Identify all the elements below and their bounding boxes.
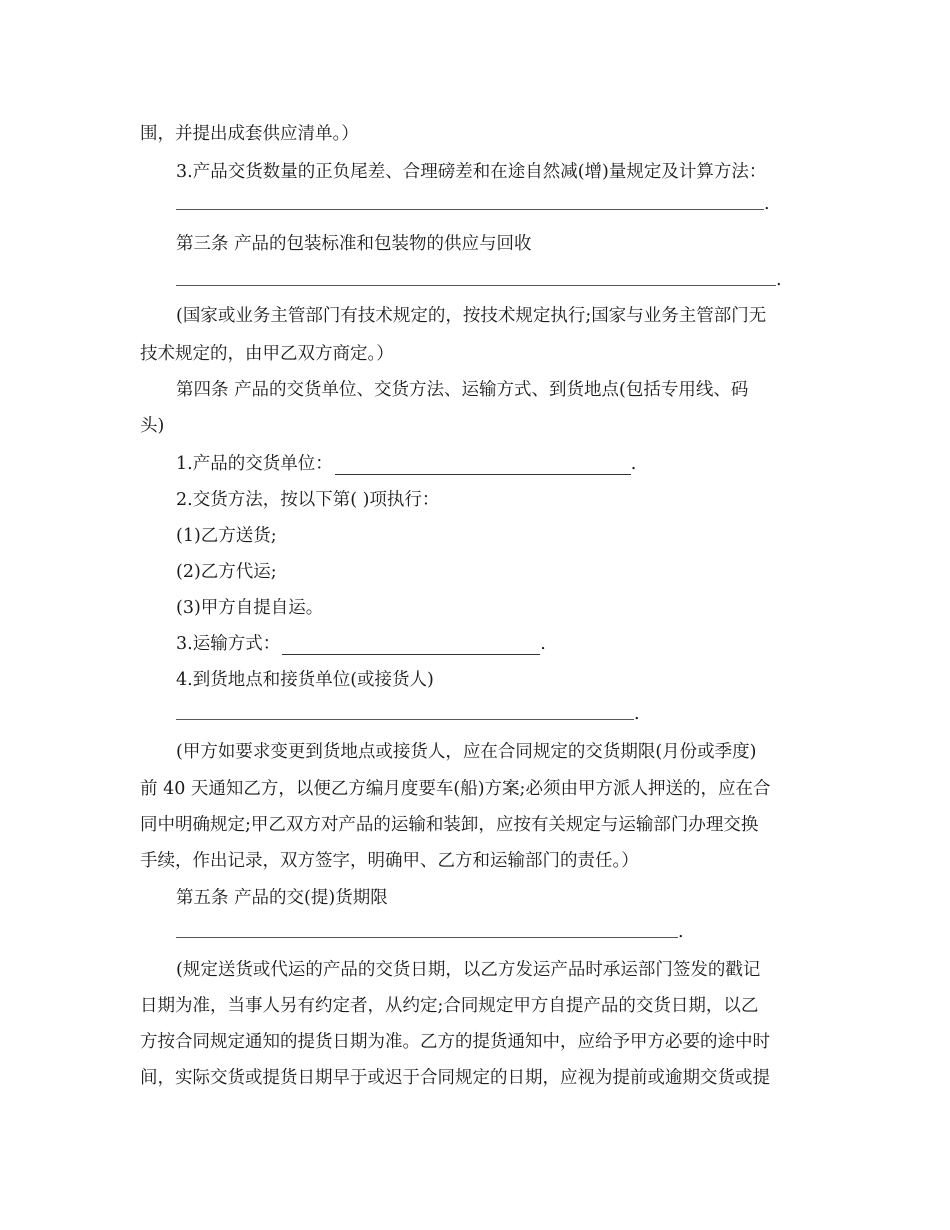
text-line: 围，并提出成套供应清单。） — [140, 124, 359, 144]
text-line: (国家或业务主管部门有技术规定的，按技术规定执行;国家与业务主管部门无 — [176, 306, 767, 326]
text-line: 4.到货地点和接货单位(或接货人) — [176, 670, 434, 690]
blank-end-period: . — [678, 922, 684, 942]
text-line: (甲方如要求变更到货地点或接货人，应在合同规定的交货期限(月份或季度) — [176, 742, 757, 762]
text-line: 手续，作出记录，双方签字，明确甲、乙方和运输部门的责任。） — [140, 851, 639, 871]
fill-in-blank — [282, 634, 540, 655]
text-line: 间，实际交货或提货日期早于或迟于合同规定的日期，应视为提前或逾期交货或提 — [140, 1068, 770, 1088]
section-heading: 第四条 产品的交货单位、交货方法、运输方式、到货地点(包括专用线、码 — [176, 380, 749, 400]
fill-in-blank — [176, 285, 776, 286]
text-line: 技术规定的，由甲乙双方商定。） — [140, 344, 394, 364]
blank-end-period: . — [634, 704, 640, 724]
list-item: (3)甲方自提自运。 — [176, 598, 324, 618]
text-line — [176, 450, 636, 475]
text-line: 头) — [140, 416, 165, 436]
text-line: 3.产品交货数量的正负尾差、合理磅差和在途自然减(增)量规定及计算方法： — [176, 162, 767, 182]
text-line: 前 40 天通知乙方，以便乙方编月度要车(船)方案;必须由甲方派人押送的，应在合 — [140, 779, 771, 799]
text-line: 方按合同规定通知的提货日期为准。乙方的提货通知中，应给予甲方必要的途中时 — [140, 1032, 770, 1052]
field-label: 3.运输方式： — [176, 634, 281, 654]
section-heading: 第三条 产品的包装标准和包装物的供应与回收 — [176, 234, 532, 254]
list-item: (2)乙方代运; — [176, 562, 277, 582]
fill-in-blank — [176, 937, 678, 938]
text-line: 同中明确规定;甲乙双方对产品的运输和装卸，应按有关规定与运输部门办理交换 — [140, 815, 759, 835]
section-heading: 第五条 产品的交(提)货期限 — [176, 888, 388, 908]
text-line: 日期为准，当事人另有约定者，从约定;合同规定甲方自提产品的交货日期，以乙 — [140, 996, 759, 1016]
field-label: 1.产品的交货单位： — [176, 454, 333, 474]
blank-end-period: . — [630, 454, 637, 474]
fill-in-blank — [176, 719, 634, 720]
fill-in-blank — [335, 454, 631, 475]
blank-end-period: . — [540, 634, 546, 654]
blank-end-period: . — [776, 270, 782, 290]
text-line: 2.交货方法，按以下第( )项执行： — [176, 490, 440, 510]
text-line: (规定送货或代运的产品的交货日期，以乙方发运产品时承运部门签发的戳记 — [176, 960, 761, 980]
blank-end-period: . — [764, 194, 770, 214]
list-item: (1)乙方送货; — [176, 526, 277, 546]
fill-in-blank — [176, 209, 764, 210]
text-line — [176, 630, 546, 655]
